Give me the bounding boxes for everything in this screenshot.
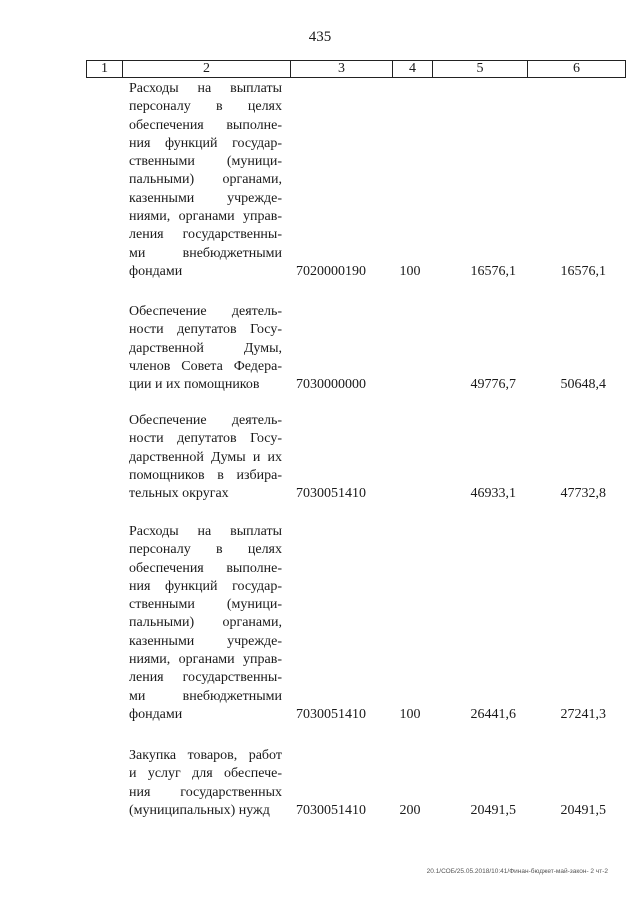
description-line: ления государственны- [129, 670, 282, 686]
row-code: 7030051410 [296, 486, 366, 502]
header-col-4: 4 [393, 61, 433, 77]
header-col-3: 3 [291, 61, 393, 77]
description-line: персоналу в целях [129, 99, 282, 115]
description-line: ности депутатов Госу- [129, 431, 282, 447]
description-line: ми внебюджетными [129, 688, 282, 704]
description-line: членов Совета Федера- [129, 358, 282, 374]
description-line: Обеспечение деятель- [129, 413, 282, 428]
description-line: пальными) органами, [129, 615, 282, 631]
description-line: ции и их помощников [129, 377, 260, 393]
description-line: ния государственных [129, 784, 282, 800]
row-description [129, 523, 282, 724]
table-header [86, 60, 626, 78]
row-description [129, 303, 282, 394]
description-line: ниями, органами управ- [129, 209, 282, 225]
row-value-2020: 16576,1 [560, 264, 606, 279]
description-line: дарственной Думы, [129, 340, 282, 356]
description-line: ния функций государ- [129, 578, 282, 594]
footer-code: 20.1/СОБ/25.05.2018/10:41/Финан-бюджет-май-закон- 2 чт-2 [426, 868, 608, 875]
description-line: фондами [129, 263, 183, 279]
description-line: и услуг для обеспече- [129, 766, 282, 782]
description-line: ственными (муници- [129, 154, 282, 170]
row-description [129, 80, 282, 281]
description-line: тельных округах [129, 486, 229, 502]
description-line: пальными) органами, [129, 172, 282, 188]
row-value-2020: 50648,4 [560, 377, 606, 393]
description-line: обеспечения выполне- [129, 560, 282, 576]
description-line: ственными (муници- [129, 597, 282, 613]
description-line: Обеспечение деятель- [129, 304, 282, 319]
description-line: (муниципальных) нужд [129, 802, 270, 818]
description-line: ния функций государ- [129, 135, 282, 151]
description-line: Расходы на выплаты [129, 81, 282, 96]
row-description [129, 747, 282, 820]
row-value-2020: 27241,3 [560, 707, 606, 722]
row-code: 7020000190 [296, 264, 366, 279]
row-value-2019: 16576,1 [470, 264, 516, 279]
description-line: ности депутатов Госу- [129, 322, 282, 338]
row-value-2019: 26441,6 [470, 707, 516, 722]
row-expense-kind: 100 [399, 264, 421, 279]
row-description [129, 412, 282, 503]
row-code: 7030051410 [296, 802, 366, 818]
description-line: ми внебюджетными [129, 245, 282, 261]
description-line: Расходы на выплаты [129, 524, 282, 539]
row-value-2020: 20491,5 [560, 802, 606, 818]
header-col-6: 6 [573, 61, 580, 76]
description-line: Закупка товаров, работ [129, 748, 282, 763]
description-line: обеспечения выполне- [129, 117, 282, 133]
row-value-2019: 49776,7 [470, 377, 516, 393]
page-number: 435 [308, 29, 332, 45]
row-expense-kind: 100 [399, 707, 421, 722]
description-line: ниями, органами управ- [129, 652, 282, 668]
header-col-1: 1 [87, 61, 123, 77]
header-col-2: 2 [123, 61, 291, 77]
row-code: 7030051410 [296, 707, 366, 722]
description-line: казенными учрежде- [129, 190, 282, 206]
description-line: помощников в избира- [129, 467, 282, 483]
header-col-5: 5 [433, 61, 528, 77]
row-value-2019: 20491,5 [470, 802, 516, 818]
description-line: ления государственны- [129, 227, 282, 243]
description-line: казенными учрежде- [129, 633, 282, 649]
description-line: фондами [129, 706, 183, 722]
row-code: 7030000000 [296, 377, 366, 393]
row-value-2020: 47732,8 [560, 486, 606, 502]
row-expense-kind: 200 [399, 802, 421, 818]
description-line: дарственной Думы и их [129, 449, 282, 465]
row-value-2019: 46933,1 [470, 486, 516, 502]
description-line: персоналу в целях [129, 542, 282, 558]
